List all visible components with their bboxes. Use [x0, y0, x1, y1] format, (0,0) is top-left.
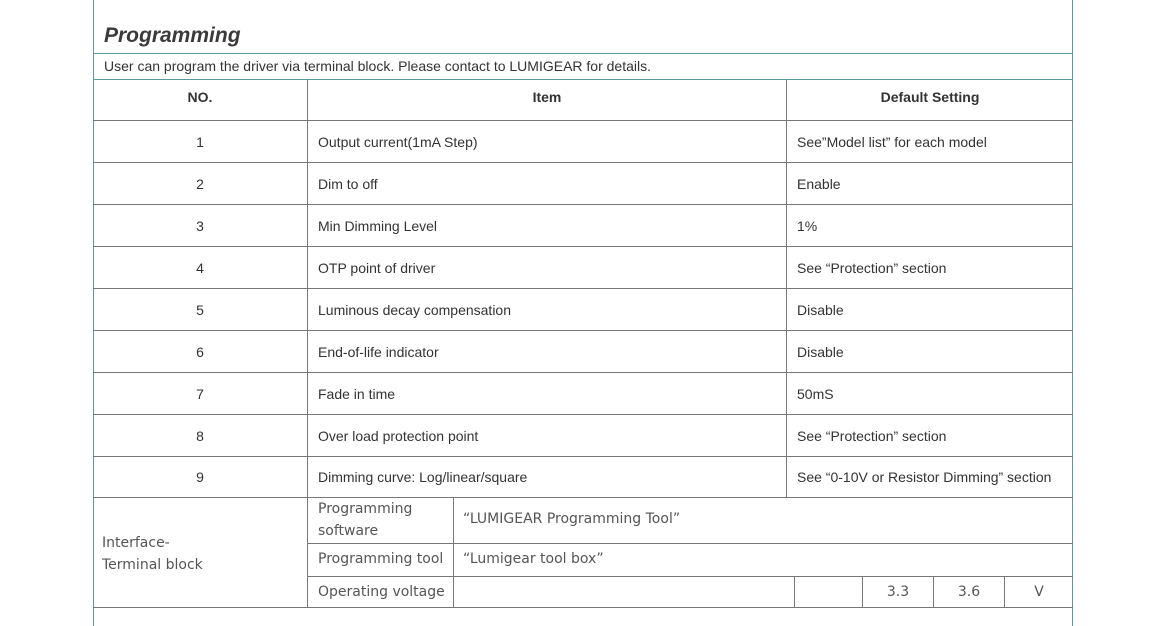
table-row [93, 289, 1073, 331]
row-no: 8 [196, 427, 204, 444]
voltage-unit: V [1034, 584, 1044, 600]
row-item: OTP point of driver [318, 259, 436, 276]
row-no: 7 [196, 385, 204, 402]
table-header-row [93, 79, 1073, 121]
header-item: Item [532, 89, 562, 105]
row-item: Dim to off [318, 175, 378, 192]
table-row [93, 457, 1073, 498]
row-no: 4 [196, 259, 204, 276]
voltage-typ: 3.3 [886, 584, 910, 600]
row-default: Disable [797, 301, 844, 318]
voltage-label: Operating voltage [318, 584, 445, 600]
table-row [93, 331, 1073, 373]
software-value: “LUMIGEAR Programming Tool” [463, 511, 681, 527]
interface-block [93, 498, 1073, 608]
row-default: 1% [797, 217, 818, 234]
table-row [93, 121, 1073, 163]
row-item: Dimming curve: Log/linear/square [318, 469, 528, 485]
row-default: 50mS [797, 385, 834, 402]
voltage-max: 3.6 [957, 584, 981, 600]
tool-label: Programming tool [318, 551, 444, 567]
row-item: End-of-life indicator [318, 343, 439, 360]
row-item: Luminous decay compensation [318, 301, 512, 318]
row-default: Enable [797, 175, 841, 192]
row-default: See “Protection” section [797, 427, 947, 444]
table-row [93, 247, 1073, 289]
header-no: NO. [187, 89, 213, 105]
table-row [93, 205, 1073, 247]
section-title: Programming [104, 24, 241, 47]
row-no: 6 [196, 343, 204, 360]
row-item: Min Dimming Level [318, 217, 438, 234]
row-item: Over load protection point [318, 427, 479, 444]
row-no: 9 [196, 469, 204, 485]
row-default: See”Model list” for each model [797, 133, 987, 150]
row-no: 1 [196, 133, 204, 150]
header-default: Default Setting [880, 89, 980, 105]
table-row [93, 415, 1073, 457]
row-item: Output current(1mA Step) [318, 133, 478, 150]
row-item: Fade in time [318, 385, 396, 402]
tool-value: “Lumigear tool box” [463, 551, 604, 567]
row-default: See “Protection” section [797, 259, 947, 276]
row-default: See “0-10V or Resistor Dimming” section [797, 469, 1052, 485]
row-no: 5 [196, 301, 204, 318]
interface-label: Interface- Terminal block [102, 535, 203, 573]
table-row [93, 373, 1073, 415]
section-intro: User can program the driver via terminal block. Please contact to LUMIGEAR for details. [104, 58, 651, 74]
row-no: 2 [196, 175, 204, 192]
table-row [93, 163, 1073, 205]
title-divider [93, 53, 1073, 54]
row-no: 3 [196, 217, 204, 234]
row-default: Disable [797, 343, 844, 360]
software-label: Programming software [318, 501, 413, 539]
